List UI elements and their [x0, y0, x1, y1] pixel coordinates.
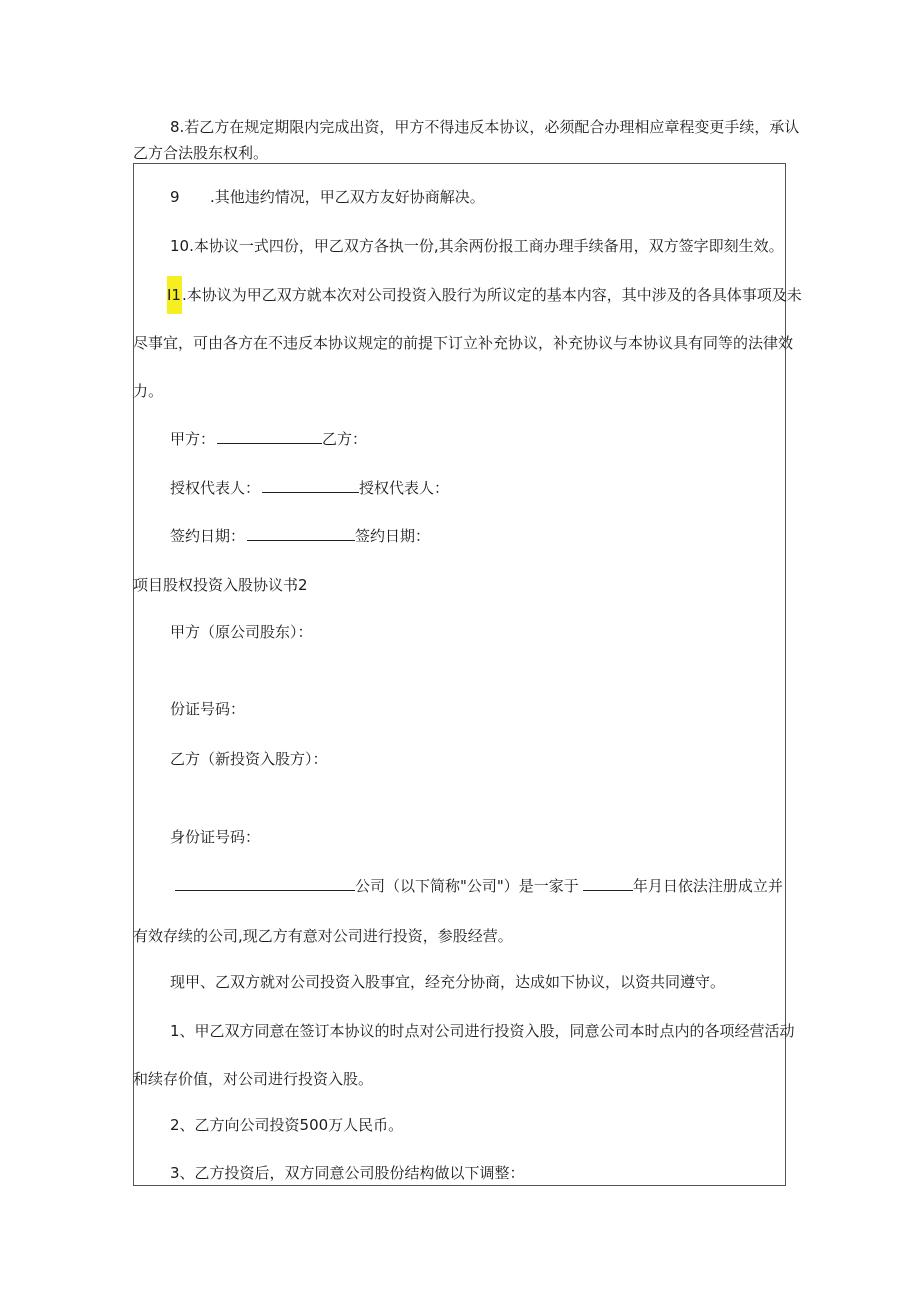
rep-b-label: 授权代表人：	[359, 479, 450, 497]
item-2: 2、乙方向公司投资500万人民币。	[170, 1116, 404, 1134]
doc2-id-b: 身份证号码：	[170, 828, 261, 846]
rep-a-blank	[262, 478, 359, 493]
clause-11-text: .本协议为甲乙双方就本次对公司投资入股行为所议定的基本内容，其中涉及的各具体事项及未	[181, 286, 802, 304]
doc2-title: 项目股权投资入股协议书2	[133, 576, 308, 594]
clause-11-line1	[167, 285, 802, 314]
clause-11-line2: 尽事宜，可由各方在不违反本协议规定的前提下订立补充协议，补充协议与本协议具有同等的法律效	[133, 334, 794, 352]
company-line1	[175, 876, 783, 896]
company-text-2: 年月日依法注册成立并	[632, 877, 783, 895]
clause-8-line1: 8.若乙方在规定期限内完成出资，甲方不得违反本协议，必须配合办理相应章程变更手续，承认	[170, 118, 800, 136]
signature-rep-row	[170, 478, 449, 498]
clause-8-line2: 乙方合法股东权利。	[133, 144, 269, 162]
clause-9-number: 9	[170, 188, 180, 206]
company-text-1: 公司（以下简称"公司"）是一家于	[355, 877, 579, 895]
item-1-line1: 1、甲乙双方同意在签订本协议的时点对公司进行投资入股，同意公司本时点内的各项经营活动	[170, 1022, 795, 1040]
item-3: 3、乙方投资后，双方同意公司股份结构做以下调整：	[170, 1164, 525, 1182]
company-name-blank	[175, 876, 355, 891]
clause-10: 10.本协议一式四份，甲乙双方各执一份,其余两份报工商办理手续备用，双方签字即刻生效。	[170, 237, 784, 255]
doc2-party-b: 乙方（新投资入股方）：	[170, 750, 328, 768]
party-a-label: 甲方：	[170, 430, 216, 448]
doc2-id-a: 份证号码：	[170, 700, 246, 718]
signature-date-row	[170, 526, 430, 546]
highlight-mark: I1	[167, 276, 182, 314]
signature-party-row	[170, 429, 367, 449]
party-b-label: 乙方：	[322, 430, 368, 448]
rep-a-label: 授权代表人：	[170, 479, 261, 497]
clause-11-line3: 力。	[133, 382, 164, 400]
doc2-intro: 现甲、乙双方就对公司投资入股事宜，经充分协商，达成如下协议，以资共同遵守。	[170, 973, 726, 991]
doc2-party-a: 甲方（原公司股东）：	[170, 623, 313, 641]
date-b-label: 签约日期：	[355, 527, 431, 545]
registration-date-blank	[583, 876, 633, 891]
clause-9-text: .其他违约情况，甲乙双方友好协商解决。	[210, 188, 485, 206]
date-a-label: 签约日期：	[170, 527, 246, 545]
company-line2: 有效存续的公司,现乙方有意对公司进行投资，参股经营。	[133, 927, 513, 945]
item-1-line2: 和续存价值，对公司进行投资入股。	[133, 1070, 374, 1088]
party-a-blank	[217, 429, 322, 444]
date-a-blank	[247, 526, 355, 541]
